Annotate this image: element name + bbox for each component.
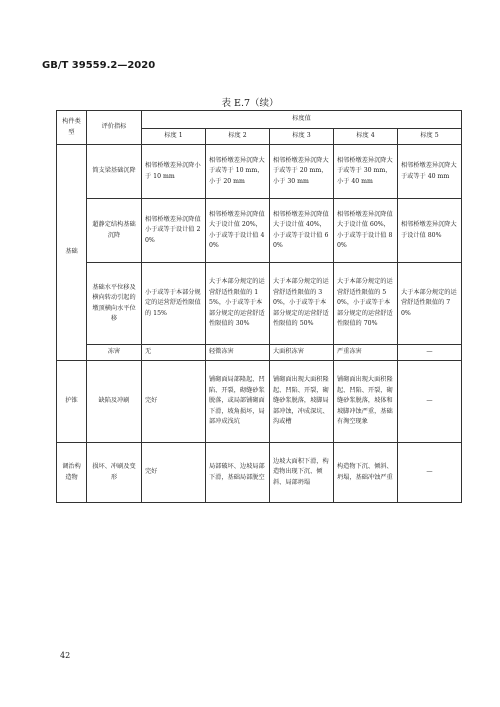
value-cell: — [398, 345, 462, 361]
header-level-3: 标度 3 [270, 129, 334, 145]
value-cell: 相邻桥墩差异沉降值大于设计值 60%，小于或等于设计值 80% [334, 199, 398, 263]
value-cell: 大于本部分规定的运营舒适性限值的 70% [398, 263, 462, 345]
value-cell: 小于或等于本部分规定的运营舒适性限值的 15% [142, 263, 206, 345]
value-cell: 相邻桥墩差异沉降值大于设计值 20%，小于或等于设计值 40% [206, 199, 270, 263]
table-row [57, 199, 462, 263]
value-cell: 相邻桥墩差异沉降大于或等于 30 mm，小于 40 mm [334, 145, 398, 199]
value-cell: 局部破坏、边坡局部下滑，基础局部脱空 [206, 443, 270, 503]
value-cell: 相邻桥墩差异沉降大于设计值 80% [398, 199, 462, 263]
value-cell: 大面积冻害 [270, 345, 334, 361]
table-row [57, 145, 462, 199]
value-cell: 铺砌面出现大面积隆起、凹陷、开裂，砌缝砂浆脱落，坡体和坡脚冲蚀严重，基础有淘空现象 [334, 361, 398, 443]
indicator-cell: 超静定结构基础沉降 [87, 199, 142, 263]
value-cell: 铺砌面出现大面积隆起、凹陷、开裂，砌缝砂浆脱落，坡脚局部冲蚀，冲成深坑、沟或槽 [270, 361, 334, 443]
table-row [57, 345, 462, 361]
evaluation-table [56, 110, 462, 503]
header-level-1: 标度 1 [142, 129, 206, 145]
indicator-cell: 缺陷及冲刷 [87, 361, 142, 443]
header-row [57, 111, 462, 129]
value-cell: 完好 [142, 361, 206, 443]
table-row [57, 361, 462, 443]
value-cell: — [398, 361, 462, 443]
header-level-4: 标度 4 [334, 129, 398, 145]
value-cell: 铺砌面局部隆起、凹陷、开裂，砌缝砂浆脱落，或局部铺砌面下滑，坡角损坏，局部冲成浅坑 [206, 361, 270, 443]
table-title: 表 E.7（续） [221, 98, 279, 109]
value-cell: 无 [142, 345, 206, 361]
value-cell: 相邻桥墩差异沉降值小于或等于设计值 20% [142, 199, 206, 263]
value-cell: 构造物下沉、倾斜、坍塌，基础冲蚀严重 [334, 443, 398, 503]
component-type-cell: 调治构造物 [57, 443, 87, 503]
indicator-cell: 损坏、冲刷及变形 [87, 443, 142, 503]
indicator-cell: 冻害 [87, 345, 142, 361]
value-cell: 大于本部分规定的运营舒适性限值的 30%，小于或等于本部分规定的运营舒适性限值的 50% [270, 263, 334, 345]
value-cell: 大于本部分规定的运营舒适性限值的 50%，小于或等于本部分规定的运营舒适性限值的 70% [334, 263, 398, 345]
standard-code: GB/T 39559.2—2020 [42, 60, 156, 71]
table-row [57, 263, 462, 345]
value-cell: 相邻桥墩差异沉降大于或等于 20 mm，小于 30 mm [270, 145, 334, 199]
component-type-cell: 基础 [57, 145, 87, 361]
value-cell: 相邻桥墩差异沉降值大于设计值 40%，小于或等于设计值 60% [270, 199, 334, 263]
page-number: 42 [60, 651, 71, 660]
header-indicator: 评价指标 [87, 111, 142, 145]
value-cell: 相邻桥墩差异沉降小于 10 mm [142, 145, 206, 199]
indicator-cell: 基础水平位移及横向转动引起的墩顶横向水平位移 [87, 263, 142, 345]
table-row [57, 443, 462, 503]
value-cell: 轻微冻害 [206, 345, 270, 361]
header-level-5: 标度 5 [398, 129, 462, 145]
indicator-cell: 简支梁基础沉降 [87, 145, 142, 199]
value-cell: 完好 [142, 443, 206, 503]
header-level-2: 标度 2 [206, 129, 270, 145]
value-cell: 严重冻害 [334, 345, 398, 361]
component-type-cell: 护锥 [57, 361, 87, 443]
header-component-type: 构件类型 [57, 111, 87, 145]
value-cell: 大于本部分规定的运营舒适性限值的 15%，小于或等于本部分规定的运营舒适性限值的 30% [206, 263, 270, 345]
header-standard-value: 标度值 [142, 111, 462, 129]
value-cell: 边坡大面积下滑，构造物出现下沉、倾斜、局部坍塌 [270, 443, 334, 503]
value-cell: 相邻桥墩差异沉降大于或等于 40 mm [398, 145, 462, 199]
value-cell: 相邻桥墩差异沉降大于或等于 10 mm，小于 20 mm [206, 145, 270, 199]
value-cell: — [398, 443, 462, 503]
